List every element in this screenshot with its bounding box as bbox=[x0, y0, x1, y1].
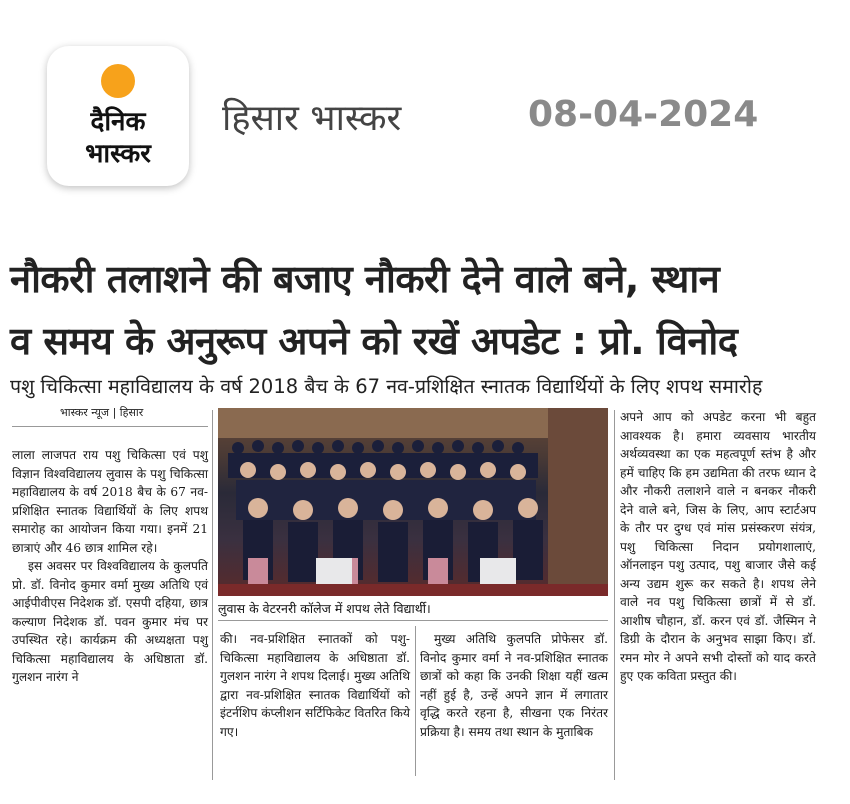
caption-rule bbox=[218, 620, 608, 621]
column-1-paragraph-2: इस अवसर पर विश्वविद्यालय के कुलपति प्रो. डॉ. विनोद कुमार वर्मा मुख्य अतिथि एवं आईपीवीएस निदेशक डॉ. एसपी दहिया, छात्र कल्याण निदेशक डॉ. पवन कुमार मंच पर उपस्थित रहे। कार्यक्रम की अध्यक्षता पशु चिकित्सा महाविद्यालय के अधिष्ठाता डॉ. गुलशन नारंग ने bbox=[12, 559, 208, 684]
oath-ceremony-photo bbox=[218, 408, 608, 596]
column-2-paragraph: की। नव-प्रशिक्षित स्नातकों को पशु-चिकित्सा महाविद्यालय के अधिष्ठाता डॉ. गुलशन नारंग ने शपथ दिलाई। मुख्य अतिथि द्वारा नव-प्रशिक्षित स्नातक विद्यार्थियों को इंटर्नशिप कंप्लीशन सर्टिफिकेट वितरित किये गए। bbox=[220, 632, 410, 739]
sun-icon bbox=[101, 64, 135, 98]
edition-name: हिसार भास्कर bbox=[222, 98, 402, 139]
column-divider-1 bbox=[212, 410, 213, 780]
photo-caption: लुवास के वेटरनरी कॉलेज में शपथ लेते विद्यार्थी। bbox=[218, 601, 431, 616]
column-4 bbox=[620, 408, 816, 686]
headline-line-1: नौकरी तलाशने की बजाए नौकरी देने वाले बने, स्थान bbox=[10, 257, 720, 301]
byline: भास्कर न्यूज | हिसार bbox=[60, 406, 144, 419]
column-1-paragraph-1: लाला लाजपत राय पशु चिकित्सा एवं पशु विज्ञान विश्वविद्यालय लुवास के पशु चिकित्सा महाविद्यालय के वर्ष 2018 बैच के 67 नव-प्रशिक्षित स्नातक विद्यार्थियों के लिए शपथ समारोह का आयोजन किया गया। इनमें 21 छात्राएं और 46 छात्र शामिल रहे। bbox=[12, 448, 208, 555]
column-2 bbox=[220, 630, 410, 741]
dainik-bhaskar-logo bbox=[47, 46, 189, 186]
column-1 bbox=[12, 446, 208, 687]
column-3 bbox=[420, 630, 608, 741]
byline-rule bbox=[12, 426, 208, 427]
logo-text-line1: दैनिक bbox=[90, 107, 146, 137]
column-3-paragraph: मुख्य अतिथि कुलपति प्रोफेसर डॉ. विनोद कुमार वर्मा ने नव-प्रशिक्षित स्नातक छात्रों को कहा कि उनकी शिक्षा यहीं खत्म नहीं हुई है, उन्हें अपने ज्ञान में लगातार वृद्धि करते रहना है, सीखना एक निरंतर प्रक्रिया है। समय तथा स्थान के मुताबिक bbox=[420, 632, 608, 739]
column-divider-2 bbox=[415, 626, 416, 776]
students-taking-oath-illustration bbox=[218, 408, 608, 596]
logo-text-line2: भास्कर bbox=[85, 139, 151, 169]
headline-line-2: व समय के अनुरूप अपने को रखें अपडेट : प्रो. विनोद bbox=[10, 319, 738, 363]
column-4-paragraph: अपने आप को अपडेट करना भी बहुत आवश्यक है। हमारा व्यवसाय भारतीय अर्थव्यवस्था का एक महत्वपूर्ण स्तंभ है और हमें चाहिए कि हम उद्यमिता की तरफ ध्यान दे और नौकरी तलाशने वाले न बनकर नौकरी देने वाले बने, जिस के लिए, आप स्टार्टअप के तौर पर दुग्ध एवं मांस प्रसंस्करण संयंत्र, पशु चिकित्सा निदान प्रयोगशालाएं, ऑनलाइन पशु उत्पाद, पशु बाजार जैसे कई अन्य उद्यम शुरू कर सकते है। शपथ लेने वाले नव पशु चिकित्सा छात्रों में से डॉ. आशीष चौहान, डॉ. करन एवं डॉ. जैस्मिन ने डिग्री के दौरान के अनुभव साझा किए। डॉ. रमन मोर ने अपने सभी दोस्तों को याद करते हुए एक कविता प्रस्तुत की। bbox=[620, 410, 816, 683]
edition-date: 08-04-2024 bbox=[528, 94, 759, 135]
column-divider-3 bbox=[614, 410, 615, 780]
subheadline: पशु चिकित्सा महाविद्यालय के वर्ष 2018 बैच के 67 नव-प्रशिक्षित स्नातक विद्यार्थियों के लिए शपथ समारोह bbox=[10, 375, 763, 398]
